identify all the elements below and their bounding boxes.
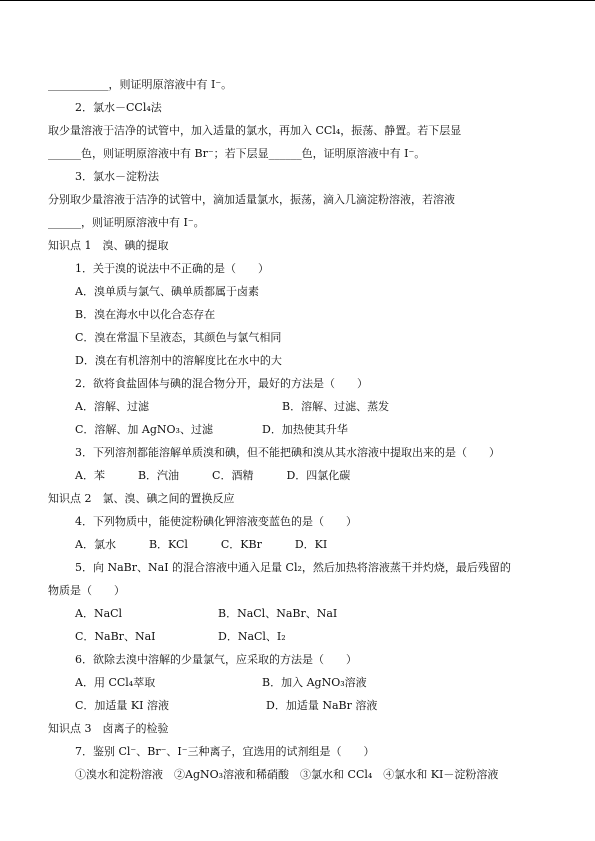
text-line: B．溴在海水中以化合态存在 [75,308,216,321]
text-line: 分别取少量溶液于洁净的试管中，滴加适量氯水，振荡，滴入几滴淀粉溶液，若溶液 [48,193,455,206]
text-line: 取少量溶液于洁净的试管中，加入适量的氯水，再加入 CCl₄，振荡、静置。若下层显 [48,124,462,137]
text-line: 2．欲将食盐固体与碘的混合物分开，最好的方法是（ ） [75,377,368,390]
option-column-2: B．加入 AgNO₃溶液 [262,676,367,689]
text-line: 1．关于溴的说法中不正确的是（ ） [75,262,269,275]
text-line: 7．鉴别 Cl⁻、Br⁻、I⁻三种离子，宜选用的试剂组是（ ） [75,745,375,758]
text-line: C．加适量 KI 溶液 [75,699,169,712]
text-line: C．NaBr、NaI [75,630,156,643]
text-line: A．氯水 B．KCl C．KBr D．KI [75,538,328,551]
text-line: ______，则证明原溶液中有 I⁻。 [48,216,205,229]
text-line: ___________，则证明原溶液中有 I⁻。 [48,78,233,91]
text-line: A．溴单质与氯气、碘单质都属于卤素 [75,285,259,298]
text-line: 3．氯水－淀粉法 [75,170,159,183]
option-column-2: B．NaCl、NaBr、NaI [218,607,338,620]
text-line: 知识点 3 卤离子的检验 [48,722,169,735]
text-line: 6．欲除去溴中溶解的少量氯气，应采取的方法是（ ） [75,653,357,666]
text-line: D．溴在有机溶剂中的溶解度比在水中的大 [75,354,282,367]
option-column-2: D．加热使其升华 [262,423,348,436]
text-line: ______色，则证明原溶液中有 Br⁻；若下层显______色，证明原溶液中有 I⁻。 [48,147,426,160]
option-column-2: B．溶解、过滤、蒸发 [282,400,390,413]
text-line: A．苯 B．汽油 C．酒精 D．四氯化碳 [75,469,351,482]
text-line: 知识点 1 溴、碘的提取 [48,239,169,252]
page-top-border [0,0,595,1]
text-line: A．用 CCl₄萃取 [75,676,156,689]
text-line: A．溶解、过滤 [75,400,149,413]
text-line: ①溴水和淀粉溶液 ②AgNO₃溶液和稀硝酸 ③氯水和 CCl₄ ④氯水和 KI－淀粉溶液 [75,768,499,781]
text-line: A．NaCl [75,607,123,620]
option-column-2: D．NaCl、I₂ [218,630,286,643]
text-line: 2．氯水－CCl₄法 [75,101,162,114]
text-line: 4．下列物质中，能使淀粉碘化钾溶液变蓝色的是（ ） [75,515,357,528]
text-line: 物质是（ ） [48,584,125,597]
text-line: 5．向 NaBr、NaI 的混合溶液中通入足量 Cl₂，然后加热将溶液蒸干并灼烧，最后残留的 [75,561,511,574]
text-line: 知识点 2 氯、溴、碘之间的置换反应 [48,492,235,505]
text-line: C．溴在常温下呈液态，其颜色与氯气相同 [75,331,282,344]
option-column-2: D．加适量 NaBr 溶液 [266,699,378,712]
text-line: C．溶解、加 AgNO₃、过滤 [75,423,213,436]
text-line: 3．下列溶剂都能溶解单质溴和碘，但不能把碘和溴从其水溶液中提取出来的是（ ） [75,446,500,459]
